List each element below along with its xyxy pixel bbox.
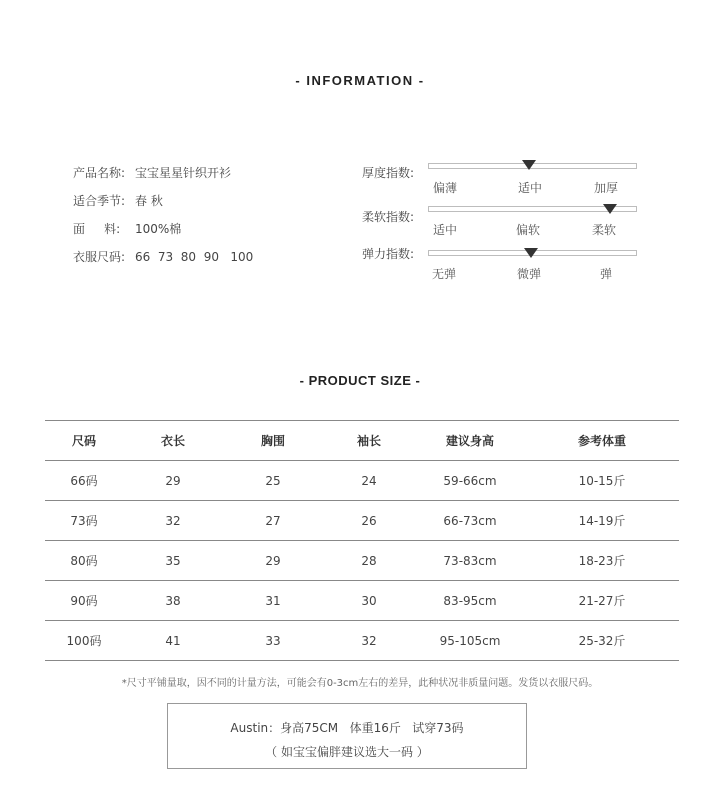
softness-marker (603, 204, 617, 214)
cell-height: 59-66cm (415, 461, 525, 501)
info-row-sizes (73, 248, 253, 265)
cell-length: 38 (123, 581, 223, 621)
elasticity-marker (524, 248, 538, 258)
header-height: 建议身高 (415, 421, 525, 461)
thickness-tick: 偏薄 (432, 181, 458, 195)
cell-length: 41 (123, 621, 223, 661)
product-size-title: - PRODUCT SIZE - (299, 373, 421, 388)
cell-sleeve: 24 (323, 461, 415, 501)
info-key: 产品名称: (73, 166, 126, 180)
model-fit-info: Austin：身高75CM 体重16斤 试穿73码 (230, 721, 464, 735)
cell-chest: 33 (223, 621, 323, 661)
table-row (45, 581, 679, 621)
elasticity-tick: 微弹 (516, 267, 542, 281)
thickness-tick: 适中 (517, 181, 543, 195)
header-size: 尺码 (45, 421, 123, 461)
info-row-season (73, 192, 163, 209)
table-row (45, 461, 679, 501)
cell-size: 73码 (45, 501, 123, 541)
cell-height: 95-105cm (415, 621, 525, 661)
information-title: - INFORMATION - (295, 73, 425, 88)
cell-size: 100码 (45, 621, 123, 661)
cell-sleeve: 28 (323, 541, 415, 581)
cell-weight: 10-15斤 (525, 461, 679, 501)
cell-chest: 25 (223, 461, 323, 501)
table-row (45, 621, 679, 661)
cell-chest: 27 (223, 501, 323, 541)
header-sleeve: 袖长 (323, 421, 415, 461)
thickness-marker (522, 160, 536, 170)
measurement-note: *尺寸平铺量取，因不同的计量方法，可能会有0-3cm左右的差异，此种状况非质量问题。发货以衣服尺码。 (121, 678, 599, 689)
info-value: 宝宝星星针织开衫 (135, 166, 232, 180)
cell-length: 29 (123, 461, 223, 501)
cell-height: 66-73cm (415, 501, 525, 541)
table-header-row (45, 421, 679, 461)
softness-index-label: 柔软指数: (362, 210, 415, 224)
cell-length: 35 (123, 541, 223, 581)
info-key: 适合季节: (73, 194, 126, 208)
thickness-index-label: 厚度指数: (362, 166, 415, 180)
cell-height: 73-83cm (415, 541, 525, 581)
elasticity-tick: 无弹 (431, 267, 457, 281)
cell-size: 66码 (45, 461, 123, 501)
size-table (45, 420, 679, 661)
cell-chest: 29 (223, 541, 323, 581)
info-value: 春 秋 (135, 194, 163, 208)
info-key: 面 料: (73, 222, 121, 236)
softness-tick: 柔软 (591, 223, 617, 237)
info-key: 衣服尺码: (73, 250, 126, 264)
header-length: 衣长 (123, 421, 223, 461)
cell-size: 80码 (45, 541, 123, 581)
cell-length: 32 (123, 501, 223, 541)
cell-size: 90码 (45, 581, 123, 621)
cell-chest: 31 (223, 581, 323, 621)
softness-tick: 偏软 (515, 223, 541, 237)
thickness-tick: 加厚 (593, 181, 619, 195)
cell-weight: 18-23斤 (525, 541, 679, 581)
cell-height: 83-95cm (415, 581, 525, 621)
cell-weight: 25-32斤 (525, 621, 679, 661)
info-value: 100%棉 (135, 222, 182, 236)
cell-weight: 14-19斤 (525, 501, 679, 541)
model-fit-box (167, 703, 527, 769)
model-fit-advice: （ 如宝宝偏胖建议选大一码 ） (265, 745, 429, 759)
info-row-name (73, 164, 231, 181)
info-value: 66 73 80 90 100 (135, 250, 254, 264)
elasticity-index-label: 弹力指数: (362, 247, 415, 261)
cell-weight: 21-27斤 (525, 581, 679, 621)
cell-sleeve: 26 (323, 501, 415, 541)
softness-tick: 适中 (432, 223, 458, 237)
cell-sleeve: 30 (323, 581, 415, 621)
header-chest: 胸围 (223, 421, 323, 461)
elasticity-tick: 弹 (599, 267, 613, 281)
table-row (45, 501, 679, 541)
header-weight: 参考体重 (525, 421, 679, 461)
info-row-fabric (73, 220, 181, 237)
table-row (45, 541, 679, 581)
cell-sleeve: 32 (323, 621, 415, 661)
